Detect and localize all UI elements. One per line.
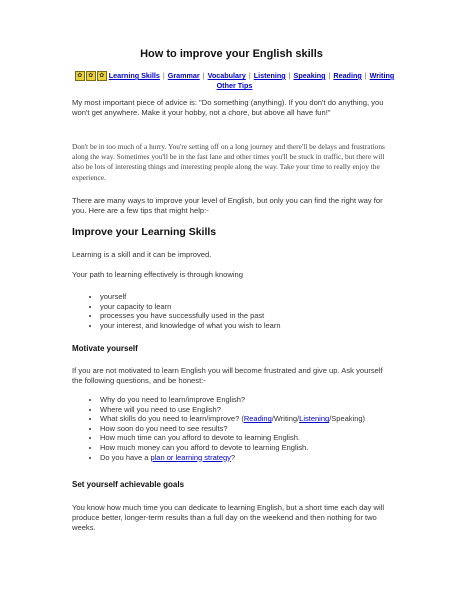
nav-separator: | bbox=[162, 71, 165, 80]
learning-list bbox=[72, 292, 430, 330]
list-item: • How much time can you afford to devote to learning English. bbox=[100, 433, 430, 443]
nav-link-grammar[interactable]: Grammar bbox=[167, 71, 200, 80]
nav-link-reading[interactable]: Reading bbox=[333, 71, 362, 80]
list-item: • processes you have successfully used in the past bbox=[100, 311, 430, 321]
learning-strategy-link[interactable]: plan or learning strategy bbox=[150, 452, 231, 462]
reading-link[interactable]: Reading bbox=[243, 414, 272, 424]
page-title: How to improve your English skills bbox=[140, 48, 323, 60]
nav-separator: | bbox=[248, 71, 251, 80]
skills-question-text: What skills do you need to learn/improve? ( bbox=[100, 414, 244, 424]
nav-separator: | bbox=[202, 71, 205, 80]
questions-list bbox=[72, 395, 430, 462]
nav-links bbox=[72, 71, 397, 90]
speaking-text: /Speaking) bbox=[329, 414, 366, 424]
section-heading-learning-skills: Improve your Learning Skills bbox=[72, 226, 217, 238]
intro-tips: There are many ways to improve your level of English, but only you can find the right way for you. Here are a few tips that might help:- bbox=[72, 196, 383, 215]
listening-link[interactable]: Listening bbox=[299, 414, 330, 424]
list-item: • yourself bbox=[100, 292, 430, 302]
learning-path-text: Your path to learning effectively is through knowing bbox=[72, 270, 243, 279]
nav-separator: | bbox=[288, 71, 291, 80]
nav-link-other-tips[interactable]: Other Tips bbox=[216, 81, 253, 91]
intro-journey: Don't be in too much of a hurry. You're setting off on a long journey and there'll be delays and frustrations along the way. Sometimes you'll be in the fast lane and other times you'll be stuck in traffic, but there will also be lots of interesting things and interesting people along the way. Take your time to really enjoy the experience. bbox=[72, 142, 385, 182]
motivate-text: If you are not motivated to learn English you will become frustrated and give up. Ask yourself the following questions, and be honest:- bbox=[72, 366, 383, 385]
list-item: • your capacity to learn bbox=[100, 302, 430, 312]
list-item: • How much money can you afford to devote to learning English. bbox=[100, 443, 430, 453]
nav-separator: | bbox=[364, 71, 367, 80]
nav-link-learning-skills[interactable]: Learning Skills bbox=[108, 71, 160, 80]
list-item: • your interest, and knowledge of what you wish to learn bbox=[100, 321, 430, 331]
learning-skill-text: Learning is a skill and it can be improved. bbox=[72, 250, 212, 259]
plan-question-text: Do you have a bbox=[100, 452, 151, 462]
nav-link-speaking[interactable]: Speaking bbox=[293, 71, 326, 80]
nav-link-listening[interactable]: Listening bbox=[253, 71, 286, 80]
list-item bbox=[100, 453, 430, 463]
list-item bbox=[100, 414, 430, 424]
list-item: • Why do you need to learn/improve English? bbox=[100, 395, 430, 405]
list-item: • Where will you need to use English? bbox=[100, 405, 430, 415]
nav-link-writing[interactable]: Writing bbox=[369, 71, 395, 80]
nav-separator: | bbox=[328, 71, 331, 80]
list-item: • How soon do you need to see results? bbox=[100, 424, 430, 434]
section-heading-goals: Set yourself achievable goals bbox=[72, 480, 185, 489]
writing-text: /Writing/ bbox=[271, 414, 300, 424]
nav-link-vocabulary[interactable]: Vocabulary bbox=[207, 71, 246, 80]
goals-text: You know how much time you can dedicate to learning English, but a short time each day will produce better, longer-term results than a full day on the weekend and then nothing for two weeks. bbox=[72, 503, 385, 532]
badge-icon: ✿ bbox=[86, 71, 96, 81]
logo-group bbox=[75, 71, 108, 81]
question-mark: ? bbox=[230, 452, 236, 462]
section-heading-motivate: Motivate yourself bbox=[72, 344, 138, 353]
badge-icon: ✿ bbox=[97, 71, 107, 81]
badge-icon: ✿ bbox=[75, 71, 85, 81]
intro-advice: My most important piece of advice is: "Do something (anything). If you don't do anything, you won't get anywhere. Make it your hobby, not a chore, but above all have fun!" bbox=[72, 98, 384, 117]
